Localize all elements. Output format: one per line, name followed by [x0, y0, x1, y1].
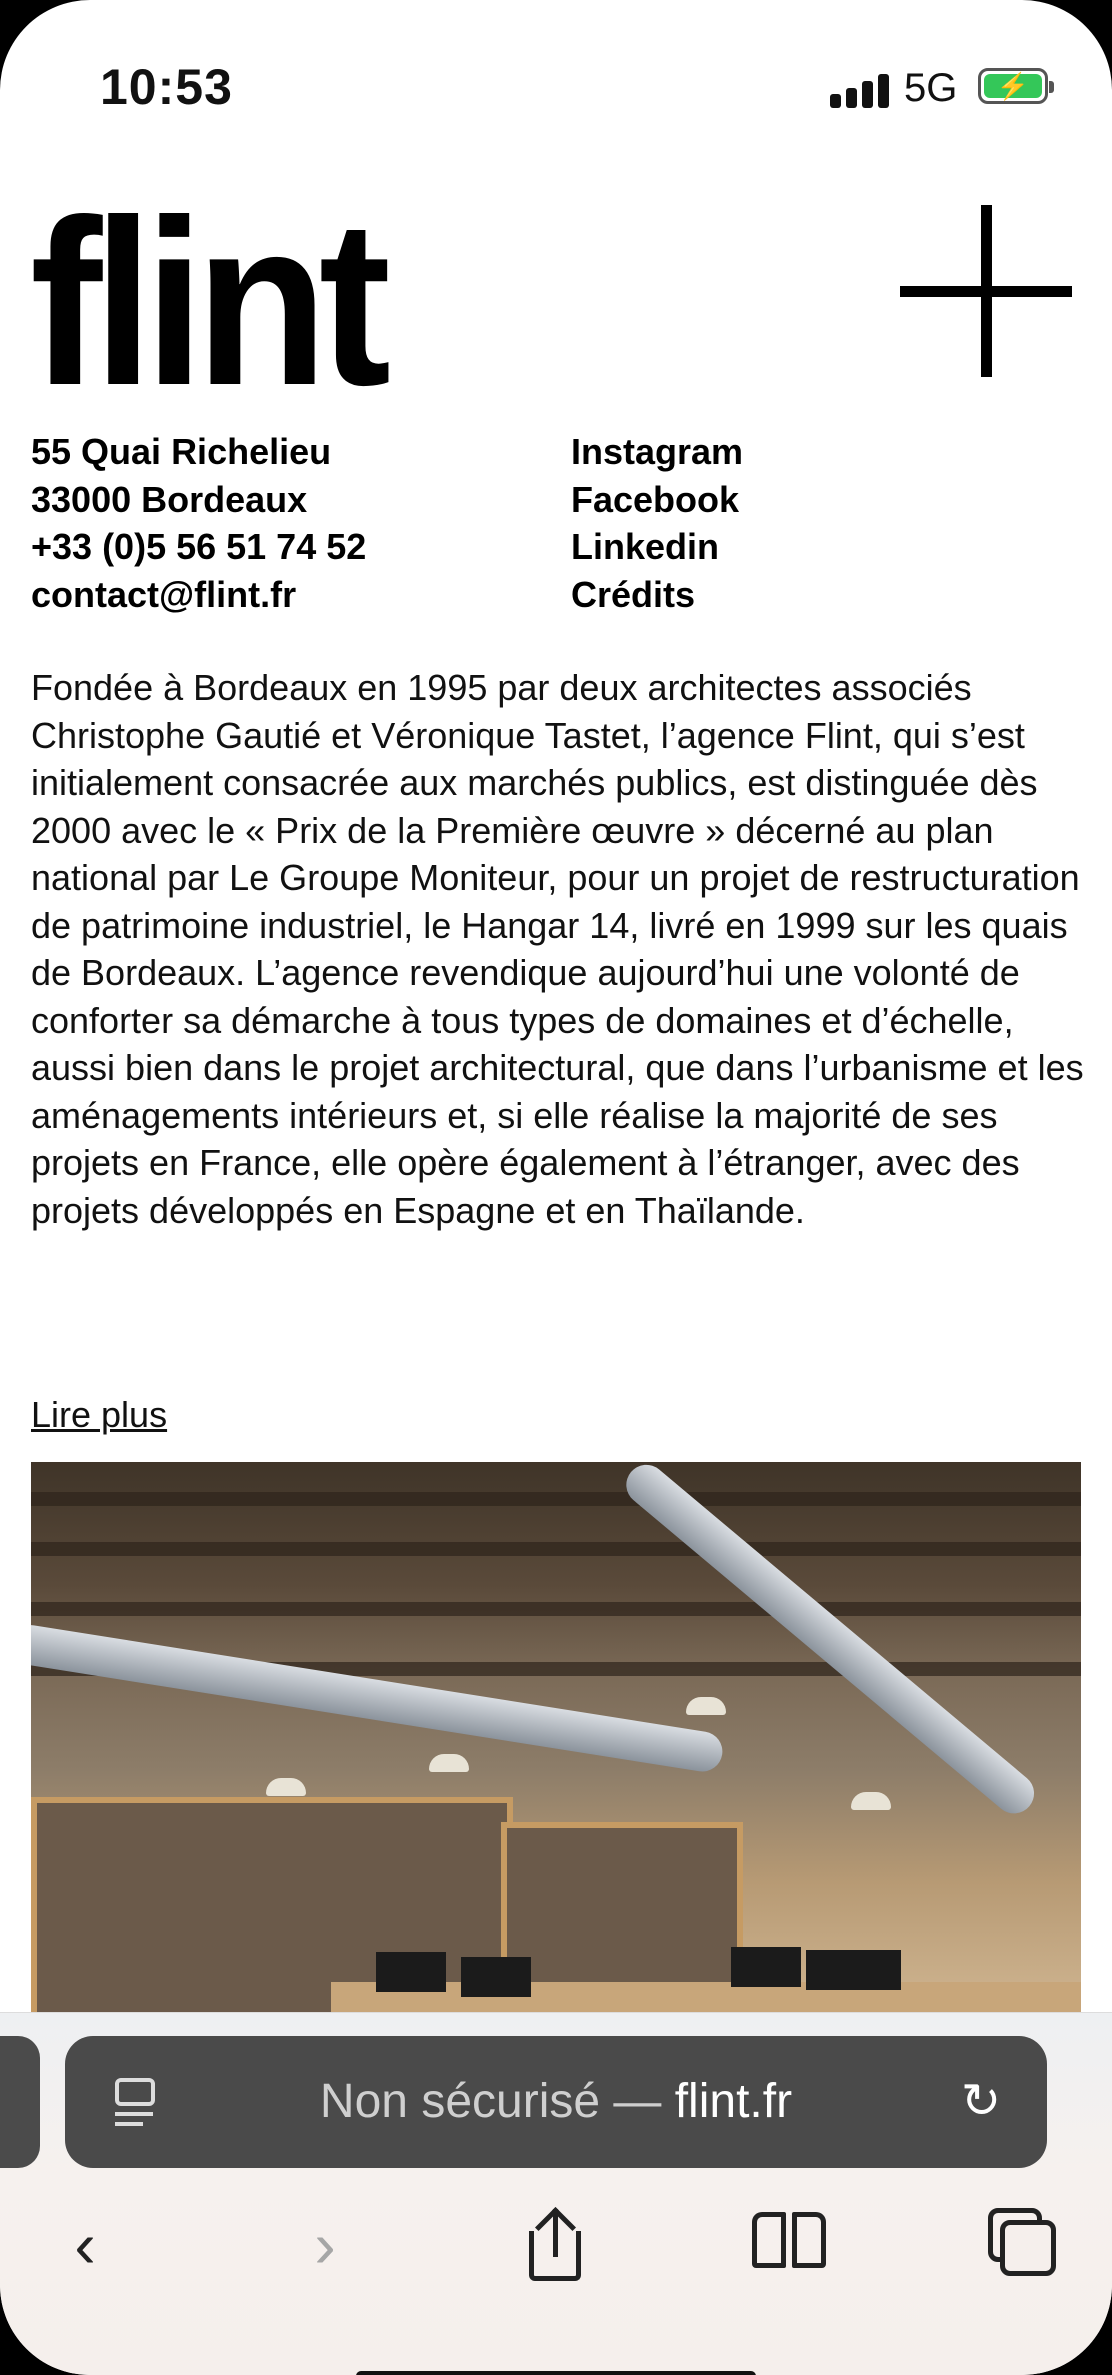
url-text[interactable]	[65, 2036, 1047, 2168]
plus-icon[interactable]	[900, 205, 1072, 377]
url-domain: flint.fr	[674, 2075, 793, 2128]
credits-link[interactable]: Crédits	[571, 573, 696, 615]
office-photo	[31, 1462, 1081, 2022]
url-security-label: Non sécurisé —	[319, 2075, 675, 2128]
linkedin-link[interactable]: Linkedin	[571, 526, 720, 567]
email-link[interactable]: contact@flint.fr	[31, 573, 297, 615]
tabs-icon[interactable]	[988, 2208, 1058, 2278]
chevron-right-icon[interactable]: ›	[314, 2209, 336, 2281]
home-indicator	[356, 2371, 756, 2375]
reload-icon[interactable]: ↻	[960, 2075, 1002, 2128]
facebook-link[interactable]: Facebook	[571, 478, 740, 520]
status-time: 10:53	[100, 59, 233, 115]
read-more-link[interactable]: Lire plus	[31, 1394, 168, 1435]
address-line1: 55 Quai Richelieu	[31, 431, 332, 472]
about-paragraph: Fondée à Bordeaux en 1995 par deux architectes associés Christophe Gautié et Véronique Tastet, l’agence Flint, qui s’est initialement consacrée aux marchés publics, est distinguée dès 2000 avec le « Prix de la Première œuvre » décerné au plan national par Le Groupe Moniteur, pour un projet de restructuration de patrimoine industriel, le Hangar 14, livré en 1999 sur les quais de Bordeaux. L’agence revendique aujourd’hui une volonté de conforter sa démarche à tous types de domaines et d’échelle, aussi bien dans le projet architectural, que dans l’urbanisme et les aménagements intérieurs et, si elle réalise la majorité de ses projets en France, elle opère également à l’étranger, avec des projets développés en Espagne et en Thaïlande.	[31, 667, 1084, 1231]
flint-logo[interactable]: flint	[30, 171, 382, 435]
contact-block	[31, 428, 366, 618]
status-bar	[0, 0, 1112, 140]
address-line2: 33000 Bordeaux	[31, 478, 308, 520]
social-links	[571, 428, 743, 618]
address-bar[interactable]	[65, 2036, 1047, 2168]
book-icon[interactable]	[752, 2212, 826, 2274]
chevron-left-icon[interactable]: ‹	[74, 2209, 96, 2281]
instagram-link[interactable]: Instagram	[571, 431, 744, 472]
share-icon[interactable]	[525, 2205, 587, 2285]
phone-link[interactable]: +33 (0)5 56 51 74 52	[31, 526, 367, 567]
signal-icon	[830, 72, 890, 108]
network-label: 5G	[904, 66, 958, 110]
previous-tab-edge[interactable]	[0, 2036, 40, 2168]
battery-charging-icon: ⚡	[978, 68, 1048, 104]
